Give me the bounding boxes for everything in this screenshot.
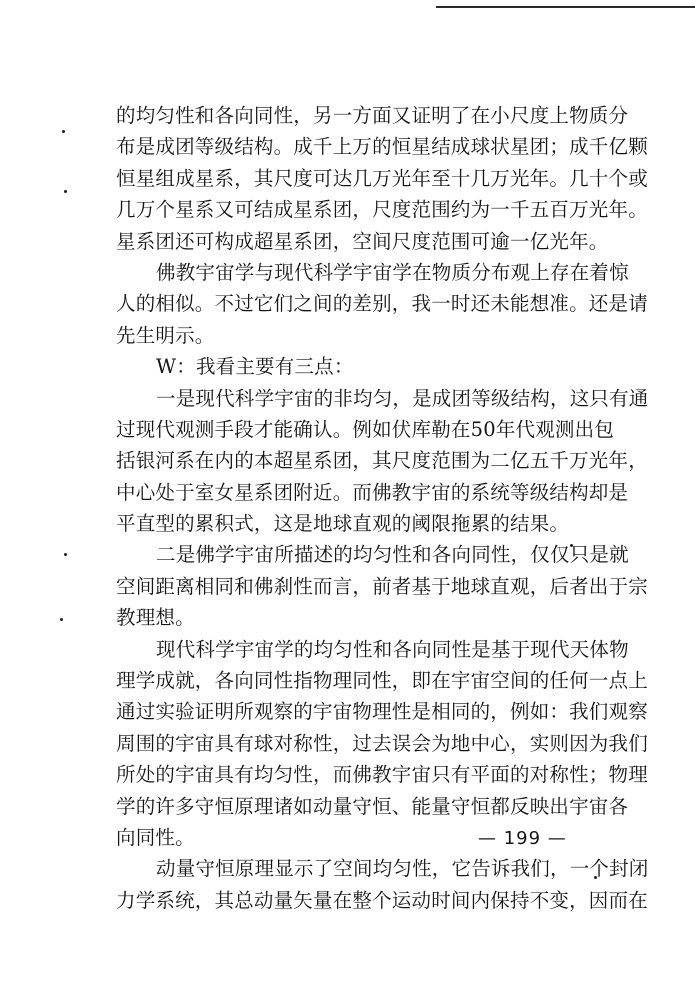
text-line: 所处的宇宙具有均匀性，而佛教宇宙只有平面的对称性；物理: [116, 763, 648, 787]
paragraph-start: 佛教宇宙学与现代科学宇宙学在物质分布观上存在着惊: [156, 260, 629, 284]
text-line: 通过实验证明所观察的宇宙物理性是相同的，例如：我们观察: [116, 700, 648, 724]
scan-speck: [62, 130, 65, 133]
paragraph-start: 现代科学宇宙学的均匀性和各向同性是基于现代天体物: [156, 637, 629, 661]
paragraph-start: 二是佛学宇宙所描述的均匀性和各向同性，仅仅只是就: [156, 543, 629, 567]
text-line: 括银河系在内的本超星系团，其尺度范围为二亿五千万光年，: [116, 449, 648, 473]
text-line: 恒星组成星系，其尺度可达几万光年至十几万光年。几十个或: [116, 166, 648, 190]
text-line: 理学成就，各向同性指物理同性，即在宇宙空间的任何一点上: [116, 669, 648, 693]
text-line: 平直型的累积式，这是地球直观的阈限拖累的结果。: [116, 512, 570, 536]
text-line: 学的许多守恒原理诸如动量守恒、能量守恒都反映出宇宙各: [116, 794, 629, 818]
text-line: 过现代观测手段才能确认。例如伏库勒在50年代观测出包: [116, 417, 615, 441]
scan-speck: [60, 618, 63, 621]
top-rule: [436, 6, 695, 8]
text-line: 人的相似。不过它们之间的差别，我一时还未能想准。还是请: [116, 292, 648, 316]
text-line: 力学系统，其总动量矢量在整个运动时间内保持不变，因而在: [116, 888, 648, 912]
paragraph-start: 一是现代科学宇宙的非均匀，是成团等级结构，这只有通: [156, 386, 649, 410]
text-line: 向同性。: [116, 825, 195, 849]
text-line: 周围的宇宙具有球对称性，过去误会为地中心，实则因为我们: [116, 731, 648, 755]
text-line: 空间距离相同和佛刹性而言，前者基于地球直观，后者出于宗: [116, 574, 648, 598]
text-line: 教理想。: [116, 606, 195, 630]
paragraph-start: 动量守恒原理显示了空间均匀性，它告诉我们，一个封闭: [156, 857, 649, 881]
paragraph-start: W：我看主要有三点：: [156, 355, 354, 379]
text-line: 星系团还可构成超星系团，空间尺度范围可逾一亿光年。: [116, 229, 609, 253]
page-body: [116, 100, 649, 916]
text-line: 几万个星系又可结成星系团，尺度范围约为一千五百万光年。: [116, 198, 648, 222]
page-number: — 199 —: [478, 828, 567, 849]
scan-speck: [64, 553, 67, 556]
text-line: 布是成团等级结构。成千上万的恒星结成球状星团；成千亿颗: [116, 135, 648, 159]
text-line: 的均匀性和各向同性，另一方面又证明了在小尺度上物质分: [116, 104, 629, 127]
text-line: 中心处于室女星系团附近。而佛教宇宙的系统等级结构却是: [116, 480, 629, 504]
scan-speck: [64, 190, 67, 193]
text-line: 先生明示。: [116, 323, 215, 347]
